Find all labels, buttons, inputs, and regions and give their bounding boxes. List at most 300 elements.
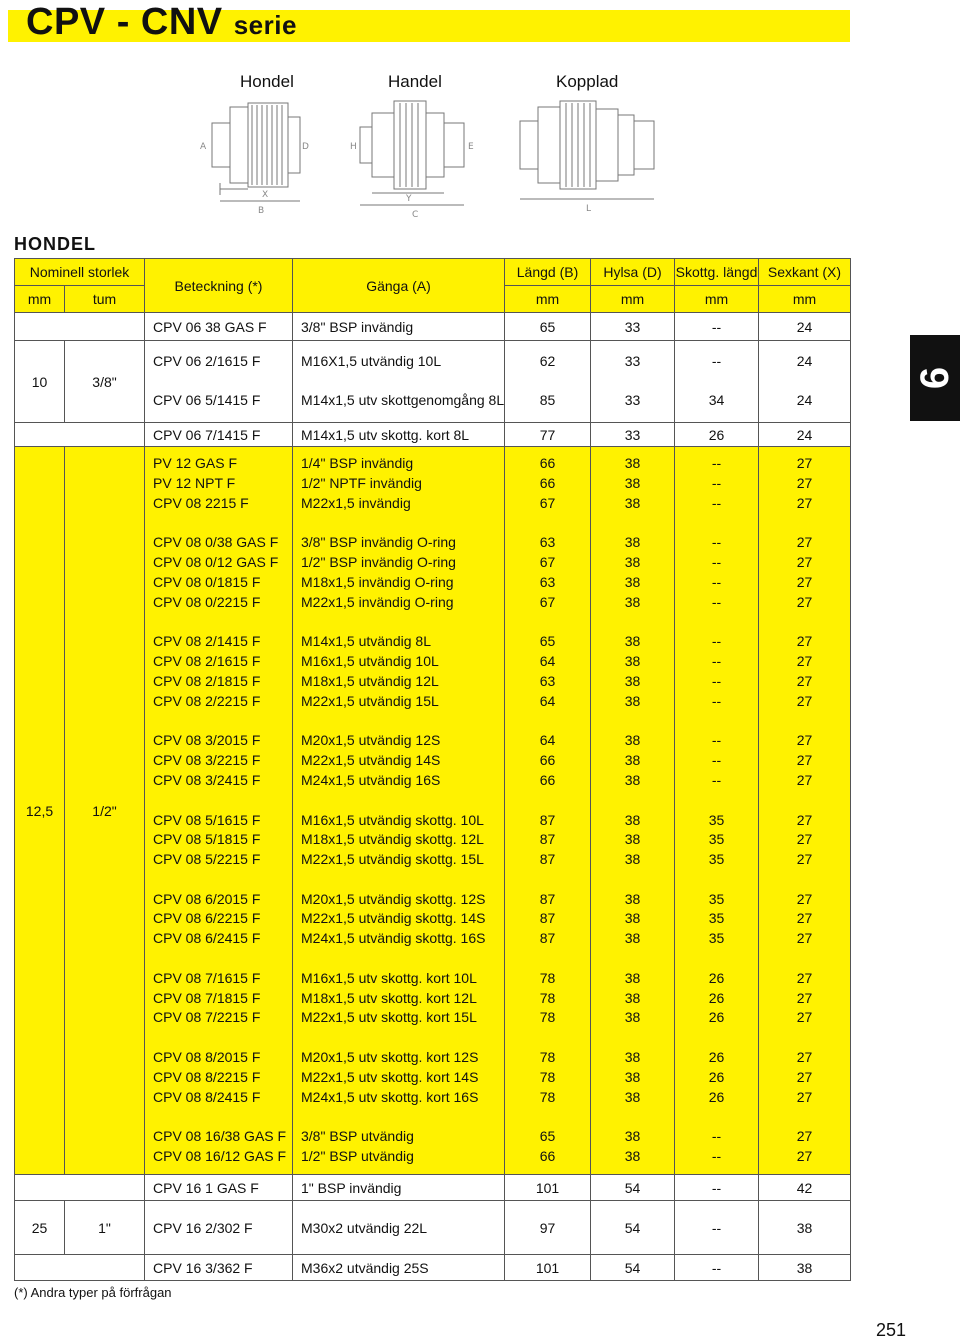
group-spacer — [591, 1028, 674, 1048]
group-spacer — [301, 949, 504, 969]
stack-line: 38 — [624, 672, 641, 689]
stack-line: 27 — [796, 534, 813, 551]
cell-length: 97 — [505, 1201, 591, 1255]
stack-line: CPV 08 2/2215 F — [153, 692, 261, 709]
stack-line: 38 — [624, 1088, 641, 1105]
stack-line: CPV 08 8/2215 F — [153, 1068, 261, 1085]
group-spacer — [505, 1028, 590, 1048]
stack-line: CPV 08 7/1815 F — [153, 989, 261, 1006]
stack-line: M20x1,5 utvändig 12S — [301, 732, 441, 749]
stack-line: 66 — [539, 474, 556, 491]
stack-line: 38 — [624, 831, 641, 848]
group-12-5-tum: 1/2" — [65, 447, 145, 1175]
stack-line: M20x1,5 utv skottg. kort 12S — [301, 1049, 479, 1066]
cell-hex-stack — [759, 447, 851, 1175]
group-spacer — [505, 712, 590, 732]
stack-line: 78 — [539, 989, 556, 1006]
header-unit-mm: mm — [15, 286, 65, 313]
stack-line: CPV 08 2/1415 F — [153, 633, 261, 650]
stack-line: 65 — [539, 1128, 556, 1145]
group-25-mm: 25 — [15, 1201, 65, 1255]
stack-line: 27 — [796, 1088, 813, 1105]
stack-line: -- — [711, 771, 722, 788]
stack-line: 87 — [539, 890, 556, 907]
header-designation: Beteckning (*) — [145, 259, 293, 313]
stack-line: 27 — [796, 554, 813, 571]
stack-line: 38 — [624, 771, 641, 788]
stack-line: 38 — [624, 732, 641, 749]
stack-line: 35 — [708, 811, 725, 828]
stack-line: 87 — [539, 831, 556, 848]
cell-designation: CPV 06 7/1415 F — [145, 423, 293, 447]
group-spacer — [505, 870, 590, 890]
stack-line: 38 — [624, 910, 641, 927]
header-hex: Sexkant (X) — [759, 259, 851, 286]
stack-line: 35 — [708, 930, 725, 947]
stack-line: -- — [711, 1128, 722, 1145]
group-spacer — [759, 712, 850, 732]
stack-line: -- — [711, 494, 722, 511]
stack-line: 65 — [539, 633, 556, 650]
cell-length: 65 — [505, 313, 591, 341]
group-spacer — [153, 712, 292, 732]
stack-line: PV 12 NPT F — [153, 474, 236, 491]
stack-line: CPV 08 6/2215 F — [153, 910, 261, 927]
cell-sleeve-stack — [591, 447, 675, 1175]
stack-line: CPV 08 5/1615 F — [153, 811, 261, 828]
dim-label-c: C — [412, 210, 419, 220]
group-spacer — [759, 870, 850, 890]
cell-thread-stack: M16X1,5 utvändig 10L M14x1,5 utv skottgenomgång 8L — [293, 341, 505, 423]
diagram-label-handel: Handel — [388, 72, 442, 91]
stack-line: 78 — [539, 1088, 556, 1105]
stack-line: 38 — [624, 930, 641, 947]
cell-length-stack — [505, 447, 591, 1175]
group-spacer — [153, 1107, 292, 1127]
cell-sleeve: 54 — [591, 1255, 675, 1281]
stack-line: -- — [711, 573, 722, 590]
stack-line: CPV 08 2215 F — [153, 494, 249, 511]
group-10-mm: 10 — [15, 341, 65, 423]
stack-line: 66 — [539, 1148, 556, 1165]
stack-line: 38 — [624, 494, 641, 511]
stack-line: CPV 08 5/1815 F — [153, 831, 261, 848]
group-spacer — [301, 514, 504, 534]
group-spacer — [675, 791, 758, 811]
group-spacer — [759, 791, 850, 811]
cell-length: 77 — [505, 423, 591, 447]
footnote: (*) Andra typer på förfrågan — [14, 1285, 172, 1300]
stack-line: -- — [711, 692, 722, 709]
group-spacer — [759, 1028, 850, 1048]
stack-line: 63 — [539, 534, 556, 551]
group-spacer — [759, 514, 850, 534]
stack-line: 26 — [708, 1049, 725, 1066]
stack-line: -- — [711, 633, 722, 650]
page-title: CPV - CNV serie — [26, 1, 297, 43]
stack-line: 63 — [539, 672, 556, 689]
group-spacer — [301, 1028, 504, 1048]
stack-line: 27 — [796, 752, 813, 769]
stack-line: 1/2" BSP utvändig — [301, 1148, 414, 1165]
stack-line: 27 — [796, 474, 813, 491]
stack-line: M16x1,5 utvändig 10L — [301, 653, 439, 670]
diagram-label-kopplad: Kopplad — [556, 72, 619, 91]
group-spacer — [591, 712, 674, 732]
stack-line: 27 — [796, 890, 813, 907]
stack-line: 27 — [796, 989, 813, 1006]
stack-line: 38 — [624, 851, 641, 868]
group-25-tum: 1" — [65, 1201, 145, 1255]
stack-line: CPV 08 16/38 GAS F — [153, 1128, 287, 1145]
cell-bulkhead: -- — [675, 1175, 759, 1201]
stack-line: 38 — [624, 1068, 641, 1085]
cell-bulkhead-stack: -- 34 — [675, 341, 759, 423]
stack-line: M22x1,5 invändig O-ring — [301, 593, 454, 610]
page-number: 251 — [876, 1320, 907, 1340]
stack-line: -- — [711, 672, 722, 689]
stack-line: M22x1,5 utv skottg. kort 14S — [301, 1068, 479, 1085]
cell-thread: 1" BSP invändig — [293, 1175, 505, 1201]
dim-label-x: X — [262, 190, 269, 200]
stack-line: M22x1,5 utvändig skottg. 15L — [301, 851, 484, 868]
group-spacer — [153, 1028, 292, 1048]
header-bulkhead-length: Skottg. längd — [675, 259, 759, 286]
stack-line: 38 — [624, 752, 641, 769]
group-spacer — [591, 870, 674, 890]
stack-line: 64 — [539, 653, 556, 670]
stack-line: CPV 08 2/1615 F — [153, 653, 261, 670]
stack-line: 3/8" BSP utvändig — [301, 1128, 414, 1145]
stack-line: 38 — [624, 653, 641, 670]
stack-line: 27 — [796, 930, 813, 947]
stack-line: CPV 08 7/2215 F — [153, 1009, 261, 1026]
header-sleeve: Hylsa (D) — [591, 259, 675, 286]
group-spacer — [153, 791, 292, 811]
stack-line: 35 — [708, 831, 725, 848]
table-row — [15, 447, 851, 1175]
stack-line: 3/8" BSP invändig O-ring — [301, 534, 456, 551]
stack-line: 87 — [539, 851, 556, 868]
cell-sleeve: 54 — [591, 1175, 675, 1201]
header-thread: Gänga (A) — [293, 259, 505, 313]
hondel-spec-table — [14, 258, 851, 1281]
stack-line: 38 — [624, 593, 641, 610]
stack-line: 64 — [539, 732, 556, 749]
stack-line: 26 — [708, 1088, 725, 1105]
cell-bulkhead: -- — [675, 1255, 759, 1281]
stack-line: 87 — [539, 910, 556, 927]
stack-line: -- — [711, 1148, 722, 1165]
group-spacer — [591, 949, 674, 969]
table-row — [15, 1175, 851, 1201]
stack-line: 35 — [708, 851, 725, 868]
stack-line: 87 — [539, 811, 556, 828]
stack-line: M16x1,5 utvändig skottg. 10L — [301, 811, 484, 828]
stack-line: 35 — [708, 910, 725, 927]
stack-line: 38 — [624, 989, 641, 1006]
dim-label-e: E — [468, 142, 474, 152]
stack-line: 38 — [624, 534, 641, 551]
cell-sleeve: 54 — [591, 1201, 675, 1255]
table-row — [15, 1255, 851, 1281]
group-spacer — [675, 870, 758, 890]
table-row — [15, 1201, 851, 1255]
stack-line: CPV 08 3/2015 F — [153, 732, 261, 749]
stack-line: CPV 08 6/2015 F — [153, 890, 261, 907]
stack-line: 78 — [539, 1068, 556, 1085]
header-length: Längd (B) — [505, 259, 591, 286]
stack-line: 27 — [796, 692, 813, 709]
stack-line: 67 — [539, 593, 556, 610]
cell-designation: CPV 16 3/362 F — [145, 1255, 293, 1281]
stack-line: M22x1,5 invändig — [301, 494, 411, 511]
stack-line: 27 — [796, 672, 813, 689]
stack-line: 27 — [796, 910, 813, 927]
stack-line: 38 — [624, 890, 641, 907]
stack-line: -- — [711, 593, 722, 610]
stack-line: CPV 08 8/2415 F — [153, 1088, 261, 1105]
stack-line: 87 — [539, 930, 556, 947]
group-spacer — [153, 514, 292, 534]
stack-line: -- — [711, 752, 722, 769]
stack-line: 26 — [708, 969, 725, 986]
stack-line: CPV 08 7/1615 F — [153, 969, 261, 986]
group-spacer — [591, 1107, 674, 1127]
group-spacer — [759, 949, 850, 969]
section-heading: HONDEL — [14, 234, 96, 254]
header-unit-sleeve: mm — [591, 286, 675, 313]
cell-length: 101 — [505, 1175, 591, 1201]
stack-line: CPV 08 0/12 GAS F — [153, 554, 279, 571]
stack-line: CPV 08 5/2215 F — [153, 851, 261, 868]
cell-bulkhead: 26 — [675, 423, 759, 447]
stack-line: 27 — [796, 1009, 813, 1026]
stack-line: 67 — [539, 554, 556, 571]
group-12-5-mm: 12,5 — [15, 447, 65, 1175]
cell-bulkhead-stack — [675, 447, 759, 1175]
stack-line: 66 — [539, 771, 556, 788]
dim-label-d: D — [302, 142, 309, 152]
header-unit-tum: tum — [65, 286, 145, 313]
stack-line: M24x1,5 utvändig 16S — [301, 771, 441, 788]
stack-line: 66 — [539, 455, 556, 472]
group-spacer — [153, 870, 292, 890]
header-nominal-size: Nominell storlek — [15, 259, 145, 286]
group-spacer — [675, 949, 758, 969]
group-spacer — [591, 791, 674, 811]
cell-hex: 42 — [759, 1175, 851, 1201]
cell-hex: 24 — [759, 423, 851, 447]
dim-label-l: L — [586, 204, 592, 214]
stack-line: CPV 08 0/2215 F — [153, 593, 261, 610]
group-spacer — [301, 870, 504, 890]
stack-line: 27 — [796, 771, 813, 788]
stack-line: 27 — [796, 494, 813, 511]
group-spacer — [505, 613, 590, 633]
stack-line: 27 — [796, 455, 813, 472]
table-row — [15, 313, 851, 341]
group-spacer — [301, 791, 504, 811]
cell-thread: M36x2 utvändig 25S — [293, 1255, 505, 1281]
cell-designation: CPV 16 2/302 F — [145, 1201, 293, 1255]
stack-line: -- — [711, 653, 722, 670]
group-spacer — [505, 514, 590, 534]
stack-line: 27 — [796, 1128, 813, 1145]
stack-line: M20x1,5 utvändig skottg. 12S — [301, 890, 486, 907]
cell-designation-stack: CPV 06 2/1615 F CPV 06 5/1415 F — [145, 341, 293, 423]
stack-line: 1/2" NPTF invändig — [301, 474, 422, 491]
group-spacer — [153, 613, 292, 633]
cell-sleeve: 33 — [591, 313, 675, 341]
cell-hex: 38 — [759, 1201, 851, 1255]
stack-line: M24x1,5 utvändig skottg. 16S — [301, 930, 486, 947]
header-unit-hex: mm — [759, 286, 851, 313]
stack-line: -- — [711, 455, 722, 472]
group-spacer — [759, 1107, 850, 1127]
table-row — [15, 423, 851, 447]
stack-line: M16x1,5 utv skottg. kort 10L — [301, 969, 477, 986]
group-10-tum: 3/8" — [65, 341, 145, 423]
group-spacer — [301, 613, 504, 633]
stack-line: M22x1,5 utvändig skottg. 14S — [301, 910, 486, 927]
stack-line: 27 — [796, 811, 813, 828]
stack-line: 27 — [796, 593, 813, 610]
group-spacer — [591, 514, 674, 534]
stack-line: 27 — [796, 1068, 813, 1085]
table-row — [15, 341, 851, 423]
stack-line: 38 — [624, 1148, 641, 1165]
group-spacer — [153, 949, 292, 969]
stack-line: 1/4" BSP invändig — [301, 455, 414, 472]
stack-line: 27 — [796, 653, 813, 670]
stack-line: 38 — [624, 554, 641, 571]
cell-hex-stack: 24 24 — [759, 341, 851, 423]
stack-line: 38 — [624, 1049, 641, 1066]
stack-line: CPV 08 6/2415 F — [153, 930, 261, 947]
stack-line: CPV 08 0/1815 F — [153, 573, 261, 590]
stack-line: -- — [711, 474, 722, 491]
stack-line: 78 — [539, 1009, 556, 1026]
stack-line: 1/2" BSP invändig O-ring — [301, 554, 456, 571]
stack-line: 38 — [624, 1128, 641, 1145]
header-unit-bulkhead: mm — [675, 286, 759, 313]
stack-line: 27 — [796, 1049, 813, 1066]
page-title-suffix: serie — [233, 10, 297, 40]
stack-line: 38 — [624, 692, 641, 709]
group-spacer — [301, 712, 504, 732]
diagram-label-hondel: Hondel — [240, 72, 294, 91]
stack-line: 27 — [796, 851, 813, 868]
cell-designation: CPV 06 38 GAS F — [145, 313, 293, 341]
stack-line: CPV 08 0/38 GAS F — [153, 534, 279, 551]
dim-label-h: H — [350, 142, 357, 152]
stack-line: M22x1,5 utv skottg. kort 15L — [301, 1009, 477, 1026]
stack-line: -- — [711, 732, 722, 749]
stack-line: 26 — [708, 1068, 725, 1085]
group-spacer — [759, 613, 850, 633]
stack-line: 63 — [539, 573, 556, 590]
stack-line: 35 — [708, 890, 725, 907]
stack-line: M22x1,5 utvändig 14S — [301, 752, 441, 769]
group-spacer — [591, 613, 674, 633]
stack-line: 38 — [624, 455, 641, 472]
stack-line: M22x1,5 utvändig 15L — [301, 692, 439, 709]
cell-hex: 24 — [759, 313, 851, 341]
cell-thread-stack — [293, 447, 505, 1175]
stack-line: 38 — [624, 474, 641, 491]
group-spacer — [301, 1107, 504, 1127]
cell-bulkhead: -- — [675, 313, 759, 341]
group-spacer — [675, 514, 758, 534]
stack-line: M18x1,5 utvändig skottg. 12L — [301, 831, 484, 848]
cell-designation: CPV 16 1 GAS F — [145, 1175, 293, 1201]
coupling-diagram — [190, 95, 670, 220]
stack-line: 64 — [539, 692, 556, 709]
stack-line: CPV 08 3/2415 F — [153, 771, 261, 788]
cell-thread: 3/8" BSP invändig — [293, 313, 505, 341]
group-spacer — [675, 613, 758, 633]
stack-line: CPV 08 8/2015 F — [153, 1049, 261, 1066]
stack-line: PV 12 GAS F — [153, 455, 238, 472]
stack-line: 67 — [539, 494, 556, 511]
stack-line: M24x1,5 utv skottg. kort 16S — [301, 1088, 479, 1105]
stack-line: 27 — [796, 732, 813, 749]
stack-line: 27 — [796, 1148, 813, 1165]
stack-line: 26 — [708, 989, 725, 1006]
stack-line: 38 — [624, 969, 641, 986]
stack-line: CPV 08 16/12 GAS F — [153, 1148, 287, 1165]
stack-line: 38 — [624, 633, 641, 650]
header-unit-length: mm — [505, 286, 591, 313]
stack-line: CPV 08 2/1815 F — [153, 672, 261, 689]
stack-line: 78 — [539, 1049, 556, 1066]
cell-bulkhead: -- — [675, 1201, 759, 1255]
stack-line: 27 — [796, 969, 813, 986]
stack-line: 38 — [624, 1009, 641, 1026]
cell-length: 101 — [505, 1255, 591, 1281]
stack-line: 26 — [708, 1009, 725, 1026]
stack-line: 66 — [539, 752, 556, 769]
stack-line: M18x1,5 invändig O-ring — [301, 573, 454, 590]
cell-hex: 38 — [759, 1255, 851, 1281]
dim-label-y: Y — [406, 194, 412, 204]
stack-line: 78 — [539, 969, 556, 986]
group-spacer — [505, 1107, 590, 1127]
stack-line: -- — [711, 534, 722, 551]
cell-thread: M30x2 utvändig 22L — [293, 1201, 505, 1255]
stack-line: 27 — [796, 573, 813, 590]
chapter-tab: 6 — [910, 335, 960, 421]
group-spacer — [675, 1028, 758, 1048]
group-spacer — [505, 791, 590, 811]
cell-sleeve: 33 — [591, 423, 675, 447]
cell-sleeve-stack: 33 33 — [591, 341, 675, 423]
stack-line: 27 — [796, 633, 813, 650]
cell-designation-stack — [145, 447, 293, 1175]
cell-thread: M14x1,5 utv skottg. kort 8L — [293, 423, 505, 447]
stack-line: M18x1,5 utv skottg. kort 12L — [301, 989, 477, 1006]
stack-line: CPV 08 3/2215 F — [153, 752, 261, 769]
stack-line: M18x1,5 utvändig 12L — [301, 672, 439, 689]
group-spacer — [675, 712, 758, 732]
group-spacer — [505, 949, 590, 969]
dim-label-a: A — [200, 142, 207, 152]
dim-label-b: B — [258, 206, 265, 216]
group-spacer — [675, 1107, 758, 1127]
stack-line: -- — [711, 554, 722, 571]
cell-length-stack: 62 85 — [505, 341, 591, 423]
